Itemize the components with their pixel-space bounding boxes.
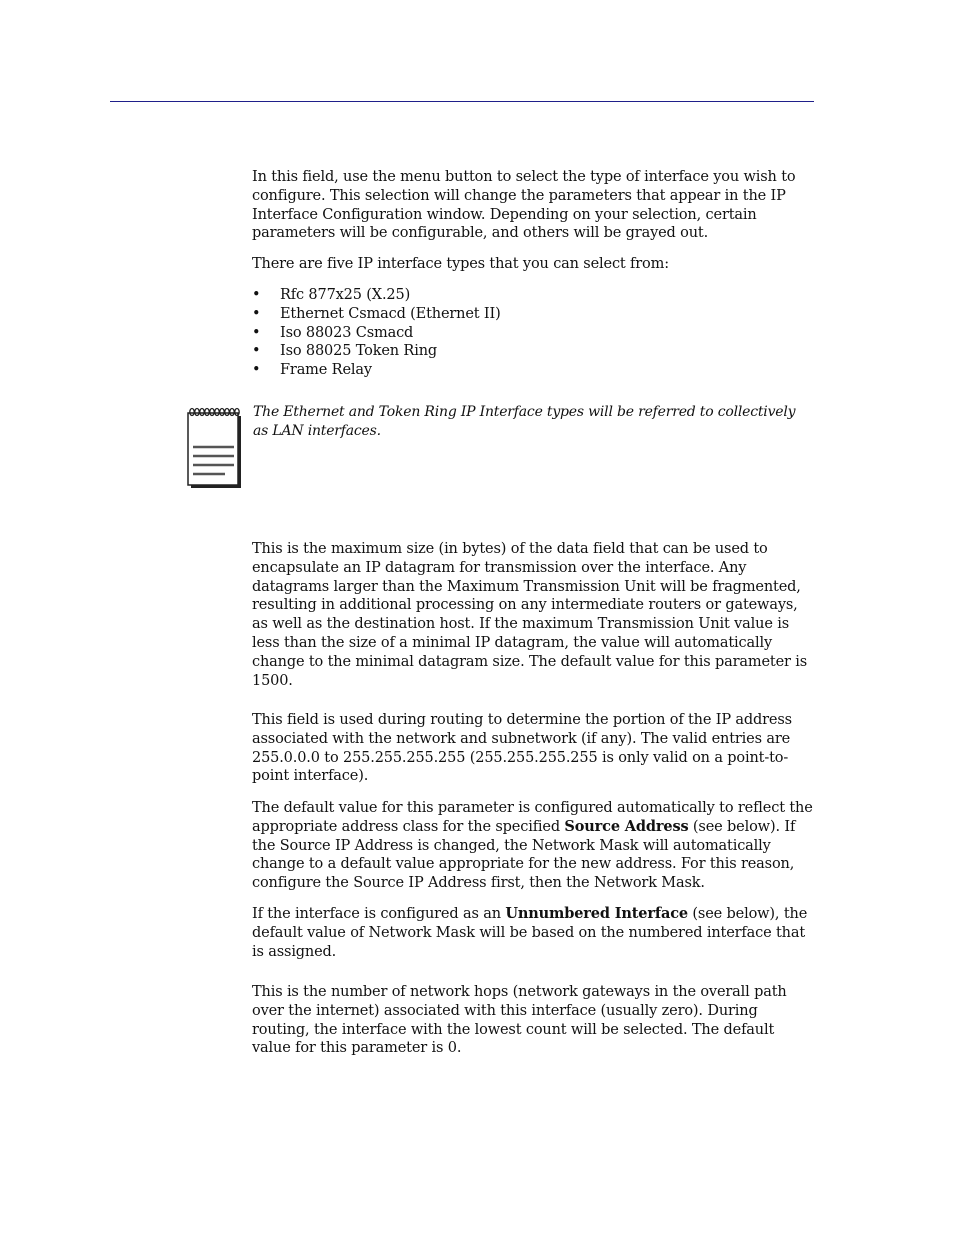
network-mask-p3-before: If the interface is configured as an (252, 906, 506, 922)
list-item-label: Iso 88025 Token Ring (280, 343, 438, 360)
network-mask-p3 (252, 905, 814, 961)
bullet: • (252, 287, 261, 303)
list-item (252, 305, 814, 324)
hops-text: This is the number of network hops (network gateways in the overall path over the internet) associated with this interface (usually zero). During routing, the interface with the lowest count will be selected. The default value for this parameter is 0. (252, 984, 787, 1057)
interface-type-intro: In this field, use the menu button to select the type of interface you wish to configure. This selection will change the parameters that appear in the IP Interface Configuration window. Depending on your selection, certain parameters will be configurable, and others will be grayed out. (252, 169, 796, 242)
interface-type-count (252, 255, 814, 274)
bullet: • (252, 362, 261, 379)
note-text: The Ethernet and Token Ring IP Interface types will be referred to collectively as LAN interfaces. (253, 404, 796, 439)
network-mask-unnumbered (252, 905, 814, 961)
network-mask-default (252, 799, 814, 893)
list-item-label: Iso 88023 Csmacd (280, 324, 414, 341)
network-mask-p3-after: (see below), the default value of Network Mask will be based on the numbered interface that is assigned. (252, 906, 808, 960)
list-item (252, 342, 814, 361)
interface-type-description (252, 168, 814, 243)
list-item-label: Frame Relay (280, 362, 372, 379)
list-item (252, 286, 814, 305)
list-item (252, 361, 814, 380)
interface-type-list (252, 286, 814, 380)
mtu-text: This is the maximum size (in bytes) of the data field that can be used to encapsulate an IP datagram for transmission over the interface. Any datagrams larger than the Maximum Transmission Unit will be fragmented, resulting in additional processing on any intermediate routers or gateways, as well as the destination host. If the maximum Transmission Unit value is less than the size of a minimal IP datagram, the value will automatically change to the minimal datagram size. The default value for this parameter is 1500. (252, 541, 808, 689)
hops-description (252, 983, 814, 1058)
bullet: • (252, 343, 261, 360)
mtu-description (252, 540, 814, 690)
network-mask-description (252, 711, 814, 786)
header-rule (110, 101, 814, 102)
bullet: • (252, 305, 261, 322)
list-item (252, 324, 814, 343)
network-mask-p1: This field is used during routing to determine the portion of the IP address associated with the network and subnetwork (if any). The valid entries are 255.0.0.0 to 255.255.255.255 (255.255.255.255 is only valid on a point-to-point interface). (252, 712, 792, 785)
network-mask-p2-before: The default value for this parameter is configured automatically to reflect the appropriate address class for the specified (252, 800, 813, 835)
source-address-term: Source Address (564, 817, 689, 835)
list-item-label: Ethernet Csmacd (Ethernet II) (280, 305, 501, 322)
notepad-icon (187, 406, 243, 490)
network-mask-p2 (252, 799, 814, 893)
interface-type-count-text: There are five IP interface types that you can select from: (252, 256, 669, 272)
bullet: • (252, 324, 261, 341)
interface-type-list-block (252, 286, 814, 380)
unnumbered-interface-term: Unnumbered Interface (505, 905, 688, 922)
network-mask-p2-after: (see below). If the Source IP Address is changed, the Network Mask will automatically change to a default value appropriate for the new address. For this reason, configure the Source IP Address first, then the Network Mask. (252, 818, 796, 892)
list-item-label: Rfc 877x25 (X.25) (280, 287, 411, 303)
